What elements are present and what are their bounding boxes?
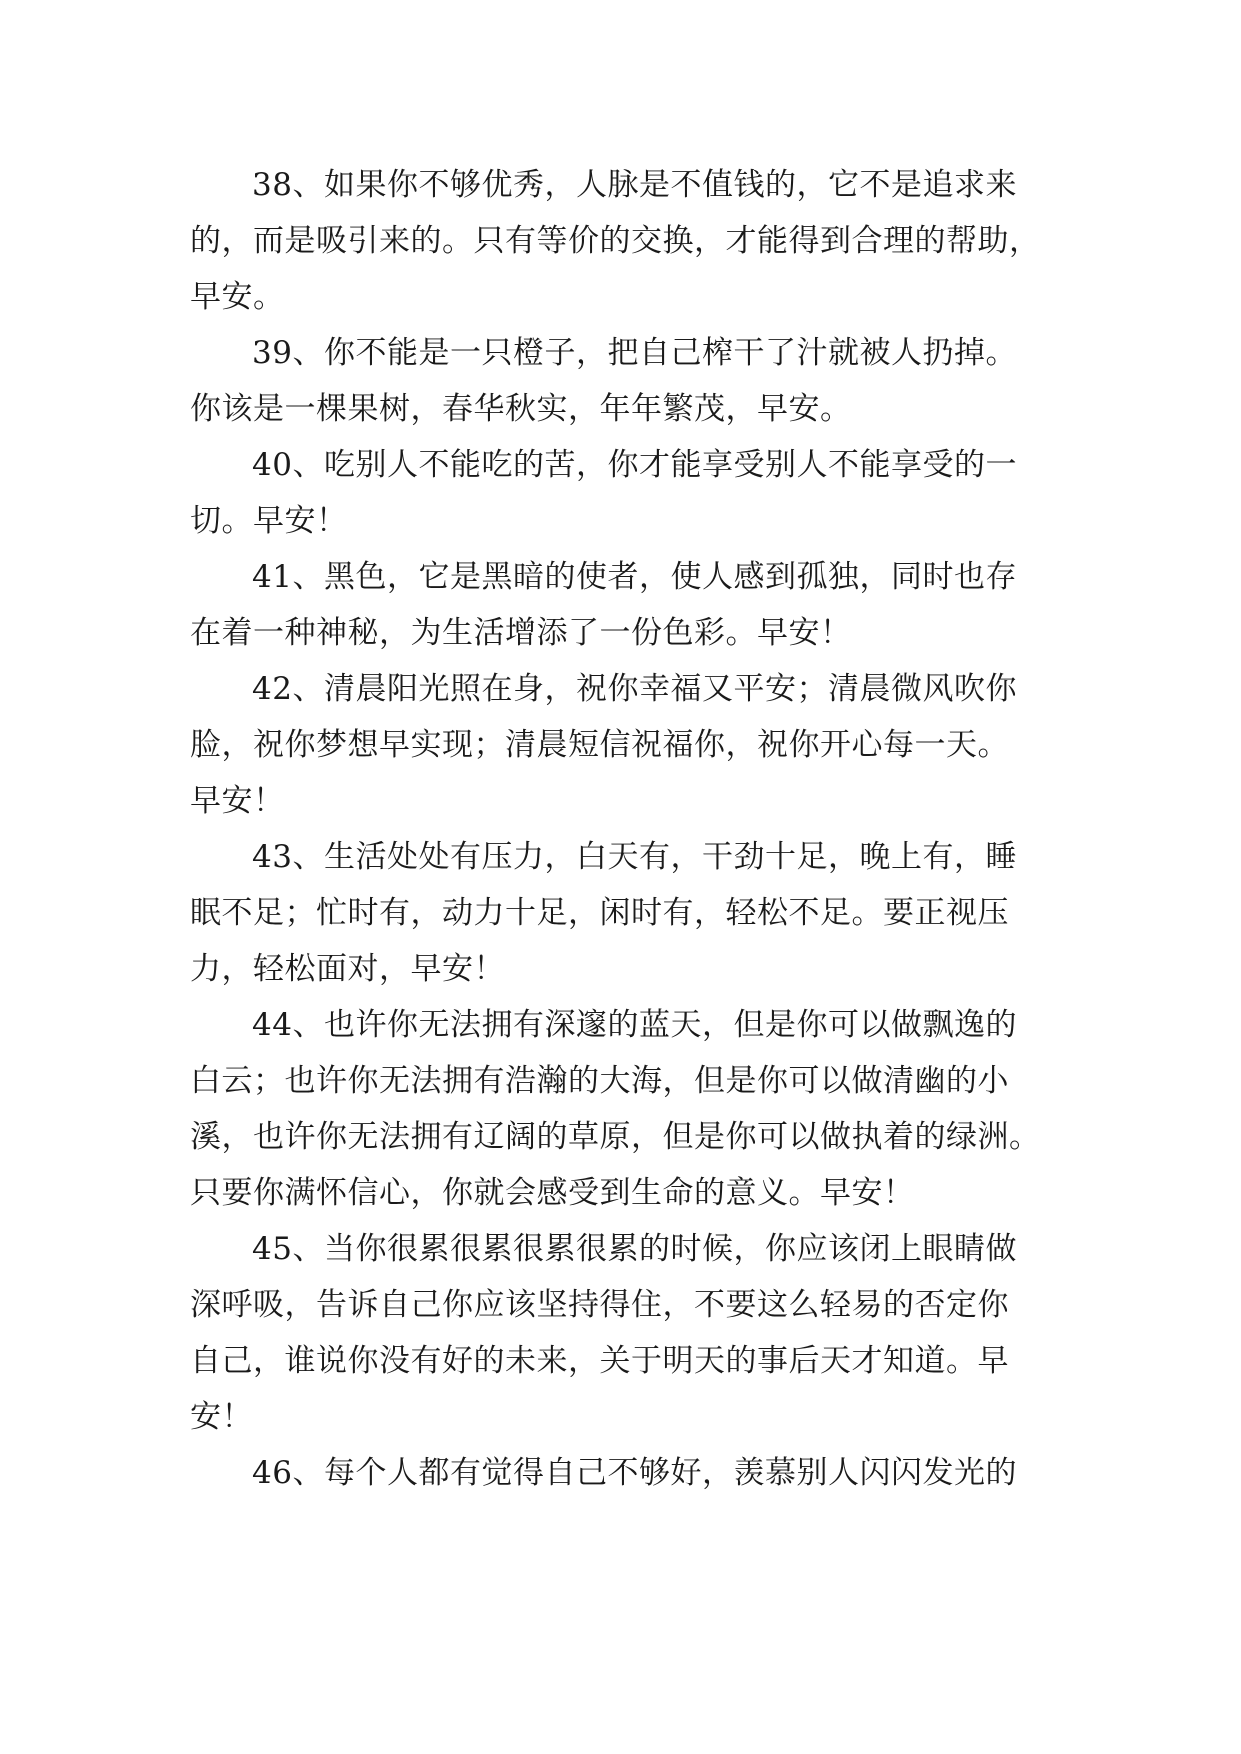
text-line: 自己，谁说你没有好的未来，关于明天的事后天才知道。早	[190, 1343, 1009, 1379]
text-line: 45、当你很累很累很累很累的时候，你应该闭上眼睛做	[252, 1231, 1017, 1267]
text-line: 在着一种神秘，为生活增添了一份色彩。早安！	[190, 615, 852, 651]
text-line: 39、你不能是一只橙子，把自己榨干了汁就被人扔掉。	[252, 335, 1017, 371]
text-line: 早安！	[190, 783, 285, 819]
text-line: 深呼吸，告诉自己你应该坚持得住，不要这么轻易的否定你	[190, 1287, 1009, 1323]
text-line: 早安。	[190, 279, 285, 315]
text-line: 眠不足；忙时有，动力十足，闲时有，轻松不足。要正视压	[190, 895, 1009, 931]
text-line: 46、每个人都有觉得自己不够好，羡慕别人闪闪发光的	[252, 1455, 1017, 1491]
text-line: 的，而是吸引来的。只有等价的交换，才能得到合理的帮助，	[190, 223, 1041, 259]
text-line: 43、生活处处有压力，白天有，干劲十足，晚上有，睡	[252, 839, 1017, 875]
text-line: 41、黑色，它是黑暗的使者，使人感到孤独，同时也存	[252, 559, 1017, 595]
text-line: 力，轻松面对，早安！	[190, 951, 505, 987]
text-line: 切。早安！	[190, 503, 348, 539]
text-line: 38、如果你不够优秀，人脉是不值钱的，它不是追求来	[252, 167, 1017, 203]
text-line: 你该是一棵果树，春华秋实，年年繁茂，早安。	[190, 391, 852, 427]
text-line: 42、清晨阳光照在身，祝你幸福又平安；清晨微风吹你	[252, 671, 1017, 707]
text-line: 溪，也许你无法拥有辽阔的草原，但是你可以做执着的绿洲。	[190, 1119, 1041, 1155]
text-line: 只要你满怀信心，你就会感受到生命的意义。早安！	[190, 1175, 915, 1211]
text-line: 安！	[190, 1399, 253, 1435]
text-line: 白云；也许你无法拥有浩瀚的大海，但是你可以做清幽的小	[190, 1063, 1009, 1099]
text-line: 40、吃别人不能吃的苦，你才能享受别人不能享受的一	[252, 447, 1017, 483]
text-line: 脸，祝你梦想早实现；清晨短信祝福你，祝你开心每一天。	[190, 727, 1009, 763]
text-line: 44、也许你无法拥有深邃的蓝天，但是你可以做飘逸的	[252, 1007, 1017, 1043]
